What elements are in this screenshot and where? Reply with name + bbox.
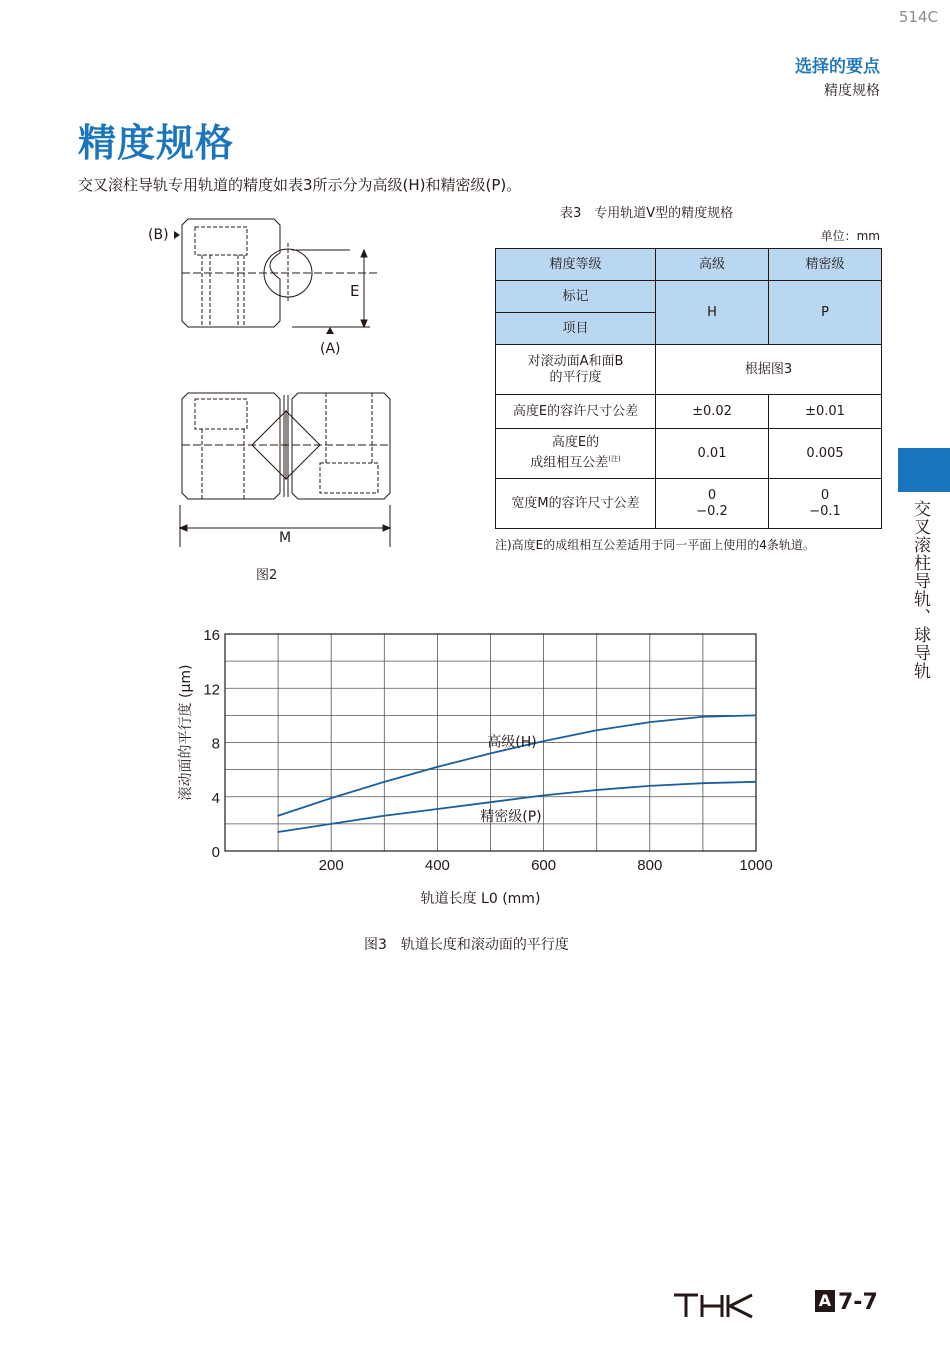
item-label: 项目 <box>496 313 656 345</box>
side-tab-marker <box>898 448 950 492</box>
logo-text: THK <box>714 1320 717 1321</box>
series-point <box>330 823 332 825</box>
series-point <box>543 740 545 742</box>
footer-page-number <box>815 1290 878 1315</box>
series-label: 高级(H) <box>487 734 537 751</box>
y-tick-label: 4 <box>211 789 220 807</box>
figure-2-drawing <box>140 205 410 555</box>
table-caption: 表3 专用轨道V型的精度规格 <box>560 206 734 221</box>
table-row <box>496 479 882 529</box>
series-point <box>330 797 332 799</box>
row-item-line2: 的平行度 <box>549 369 602 385</box>
row-item: 高度E的容许尺寸公差 <box>496 395 656 429</box>
series-point <box>490 753 492 755</box>
series-line <box>278 715 756 815</box>
table-note: 注)高度E的成组相互公差适用于同一平面上使用的4条轨道。 <box>495 538 815 552</box>
x-tick-label: 600 <box>531 857 557 874</box>
row-item <box>496 429 656 479</box>
series-point <box>437 808 439 810</box>
row-merged-value: 根据图3 <box>656 345 882 395</box>
series-point <box>702 782 704 784</box>
precision-spec-table <box>495 248 882 529</box>
label-m: M <box>279 530 292 546</box>
thk-logo <box>672 1291 757 1321</box>
page-title: 精度规格 <box>78 121 235 165</box>
note-mark: (注) <box>608 455 621 464</box>
series-point <box>596 729 598 731</box>
row-precision-value: ±0.01 <box>769 395 882 429</box>
series-point <box>755 781 757 783</box>
series-label: 精密级(P) <box>480 809 542 826</box>
label-b: (B) <box>148 227 169 243</box>
row-item <box>496 345 656 395</box>
side-tab-label: 交叉滚柱导轨、球导轨 <box>910 500 930 680</box>
label-a: (A) <box>320 341 341 357</box>
table-row <box>496 429 882 479</box>
table-symbol-row <box>496 281 882 313</box>
symbol-precision: P <box>769 281 882 345</box>
page-section-letter: A <box>815 1290 835 1312</box>
series-point <box>649 785 651 787</box>
series-point <box>384 781 386 783</box>
row-item-line2-wrap <box>498 451 653 471</box>
series-point <box>277 815 279 817</box>
header-precision: 精密级 <box>769 249 882 281</box>
y-tick-label: 16 <box>203 627 220 644</box>
figure-3-caption: 图3 轨道长度和滚动面的平行度 <box>364 937 569 953</box>
x-tick-label: 800 <box>637 857 663 874</box>
row-item-line2: 成组相互公差 <box>530 455 609 471</box>
y-tick-label: 12 <box>203 681 220 699</box>
row-item: 宽度M的容许尺寸公差 <box>496 479 656 529</box>
chart-labels <box>177 627 773 907</box>
page-number: 7-7 <box>838 1290 878 1315</box>
row-high-value: 0.01 <box>656 429 769 479</box>
series-point <box>543 795 545 797</box>
y-tick-label: 8 <box>211 735 220 753</box>
table-row <box>496 345 882 395</box>
x-tick-label: 400 <box>424 857 450 874</box>
header-high: 高级 <box>656 249 769 281</box>
section-subtitle: 精度规格 <box>824 83 880 99</box>
figure-3-chart <box>0 600 950 920</box>
series-point <box>384 815 386 817</box>
row-high-value: ±0.02 <box>656 395 769 429</box>
y-axis-label: 滚动面的平行度 (μm) <box>178 664 194 801</box>
header-grade: 精度等级 <box>496 249 656 281</box>
high-lower: −0.2 <box>696 503 728 519</box>
precision-upper: 0 <box>820 487 830 503</box>
series-point <box>490 801 492 803</box>
symbol-high: H <box>656 281 769 345</box>
section-title: 选择的要点 <box>795 57 880 77</box>
symbol-label: 标记 <box>496 281 656 313</box>
row-high-value <box>656 479 769 529</box>
row-precision-value <box>769 479 882 529</box>
x-tick-label: 200 <box>318 857 344 874</box>
table-row <box>496 395 882 429</box>
series-point <box>277 831 279 833</box>
label-e: E <box>350 282 360 300</box>
series-point <box>649 721 651 723</box>
table-header-row <box>496 249 882 281</box>
page-code: 514C <box>898 8 938 26</box>
unit-label: 单位：mm <box>820 229 880 243</box>
intro-text: 交叉滚柱导轨专用轨道的精度如表3所示分为高级(H)和精密级(P)。 <box>78 176 522 194</box>
series-point <box>702 716 704 718</box>
x-tick-label: 1000 <box>739 857 773 874</box>
series-point <box>755 715 757 717</box>
high-upper: 0 <box>707 487 717 503</box>
x-axis-label: 轨道长度 L0 (mm) <box>420 891 541 907</box>
series-point <box>596 789 598 791</box>
figure-2-caption: 图2 <box>256 568 278 583</box>
y-tick-label: 0 <box>211 844 220 861</box>
row-item-line1: 高度E的 <box>551 435 600 451</box>
row-item-line1: 对滚动面A和面B <box>527 353 624 369</box>
precision-lower: −0.1 <box>809 503 841 519</box>
row-precision-value: 0.005 <box>769 429 882 479</box>
series-point <box>437 766 439 768</box>
